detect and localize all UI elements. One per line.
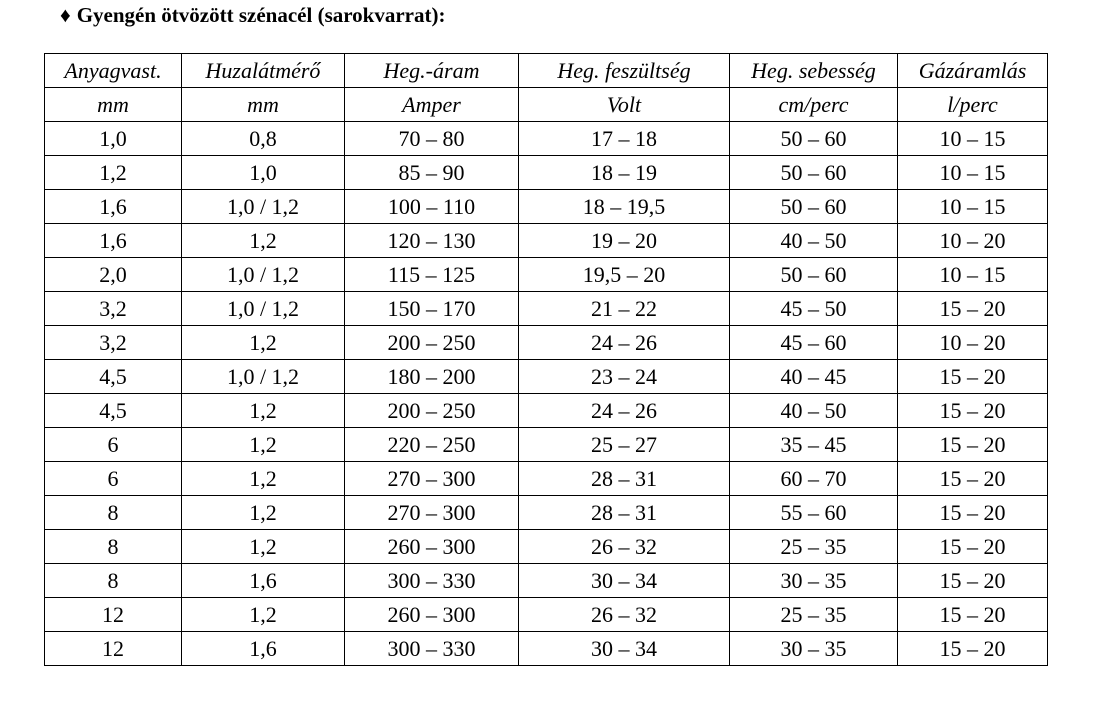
table-cell-thickness: 8 [45,564,182,598]
table-cell-wire-diameter: 1,2 [182,496,345,530]
table-cell-gas-flow: 15 – 20 [898,632,1048,666]
table-cell-speed: 35 – 45 [730,428,898,462]
table-cell-thickness: 8 [45,530,182,564]
table-row [45,530,1048,564]
table-cell-wire-diameter: 1,2 [182,462,345,496]
header-row [45,54,1048,88]
table-cell-gas-flow: 10 – 20 [898,326,1048,360]
table-cell-wire-diameter: 1,0 / 1,2 [182,190,345,224]
table-cell-voltage: 24 – 26 [519,394,730,428]
table-cell-current: 260 – 300 [345,530,519,564]
table-row [45,122,1048,156]
header-cell-speed: Heg. sebesség [730,54,898,88]
table-cell-speed: 50 – 60 [730,258,898,292]
table-cell-voltage: 28 – 31 [519,462,730,496]
table-cell-gas-flow: 15 – 20 [898,428,1048,462]
header-cell-voltage: Heg. feszültség [519,54,730,88]
table-cell-speed: 50 – 60 [730,156,898,190]
table-cell-wire-diameter: 1,2 [182,394,345,428]
table-cell-speed: 25 – 35 [730,598,898,632]
table-cell-voltage: 19,5 – 20 [519,258,730,292]
unit-cell-gas-flow: l/perc [898,88,1048,122]
table-cell-speed: 45 – 60 [730,326,898,360]
table-cell-current: 270 – 300 [345,462,519,496]
table-cell-current: 100 – 110 [345,190,519,224]
table-cell-voltage: 26 – 32 [519,530,730,564]
table-header [45,54,1048,122]
table-body [45,122,1048,666]
units-row [45,88,1048,122]
table-row [45,156,1048,190]
table-cell-thickness: 1,6 [45,224,182,258]
table-cell-speed: 55 – 60 [730,496,898,530]
table-cell-current: 150 – 170 [345,292,519,326]
table-cell-voltage: 21 – 22 [519,292,730,326]
header-cell-gas-flow: Gázáramlás [898,54,1048,88]
table-row [45,598,1048,632]
table-cell-voltage: 18 – 19,5 [519,190,730,224]
table-cell-wire-diameter: 1,0 [182,156,345,190]
table-cell-wire-diameter: 1,0 / 1,2 [182,360,345,394]
table-cell-current: 70 – 80 [345,122,519,156]
table-cell-thickness: 6 [45,462,182,496]
header-cell-wire-diameter: Huzalátmérő [182,54,345,88]
table-cell-speed: 40 – 50 [730,394,898,428]
table-cell-wire-diameter: 1,2 [182,224,345,258]
table-cell-thickness: 6 [45,428,182,462]
table-cell-gas-flow: 10 – 20 [898,224,1048,258]
table-cell-speed: 40 – 50 [730,224,898,258]
table-cell-thickness: 12 [45,598,182,632]
unit-cell-current: Amper [345,88,519,122]
table-cell-wire-diameter: 1,2 [182,326,345,360]
table-cell-thickness: 8 [45,496,182,530]
table-row [45,632,1048,666]
table-cell-wire-diameter: 1,2 [182,428,345,462]
table-cell-thickness: 4,5 [45,394,182,428]
table-cell-gas-flow: 15 – 20 [898,564,1048,598]
table-cell-voltage: 26 – 32 [519,598,730,632]
table-row [45,190,1048,224]
table-cell-gas-flow: 15 – 20 [898,530,1048,564]
table-cell-wire-diameter: 1,2 [182,598,345,632]
table-cell-voltage: 23 – 24 [519,360,730,394]
table-cell-current: 270 – 300 [345,496,519,530]
table-cell-thickness: 4,5 [45,360,182,394]
table-cell-thickness: 2,0 [45,258,182,292]
table-cell-current: 115 – 125 [345,258,519,292]
table-row [45,224,1048,258]
table-cell-wire-diameter: 1,6 [182,632,345,666]
table-cell-current: 260 – 300 [345,598,519,632]
table-cell-current: 180 – 200 [345,360,519,394]
table-cell-speed: 25 – 35 [730,530,898,564]
table-cell-thickness: 1,2 [45,156,182,190]
table-cell-current: 200 – 250 [345,326,519,360]
table-cell-thickness: 12 [45,632,182,666]
table-cell-current: 220 – 250 [345,428,519,462]
diamond-bullet-icon: ♦ [60,3,71,27]
table-cell-voltage: 18 – 19 [519,156,730,190]
table-cell-gas-flow: 10 – 15 [898,258,1048,292]
table-cell-current: 300 – 330 [345,632,519,666]
table-cell-thickness: 3,2 [45,326,182,360]
table-row [45,462,1048,496]
table-cell-speed: 50 – 60 [730,122,898,156]
section-heading [60,2,445,28]
table-cell-thickness: 1,6 [45,190,182,224]
table-cell-current: 120 – 130 [345,224,519,258]
table-cell-current: 85 – 90 [345,156,519,190]
unit-cell-thickness: mm [45,88,182,122]
table-row [45,258,1048,292]
table-cell-voltage: 25 – 27 [519,428,730,462]
table-cell-wire-diameter: 1,0 / 1,2 [182,258,345,292]
table-cell-voltage: 28 – 31 [519,496,730,530]
table-cell-gas-flow: 15 – 20 [898,394,1048,428]
table-cell-gas-flow: 10 – 15 [898,156,1048,190]
table-cell-voltage: 24 – 26 [519,326,730,360]
welding-parameters-table [44,53,1048,666]
table-cell-thickness: 3,2 [45,292,182,326]
table-row [45,326,1048,360]
unit-cell-voltage: Volt [519,88,730,122]
table-cell-wire-diameter: 0,8 [182,122,345,156]
table-cell-gas-flow: 15 – 20 [898,360,1048,394]
table-cell-voltage: 19 – 20 [519,224,730,258]
table-cell-speed: 50 – 60 [730,190,898,224]
table-cell-speed: 45 – 50 [730,292,898,326]
unit-cell-wire-diameter: mm [182,88,345,122]
unit-cell-speed: cm/perc [730,88,898,122]
table-cell-wire-diameter: 1,0 / 1,2 [182,292,345,326]
table-cell-voltage: 17 – 18 [519,122,730,156]
table-row [45,564,1048,598]
table-row [45,360,1048,394]
section-heading-text: Gyengén ötvözött szénacél (sarokvarrat): [76,3,446,27]
table-cell-voltage: 30 – 34 [519,564,730,598]
table-cell-wire-diameter: 1,6 [182,564,345,598]
table-row [45,394,1048,428]
table-cell-wire-diameter: 1,2 [182,530,345,564]
table-cell-gas-flow: 10 – 15 [898,190,1048,224]
table-cell-voltage: 30 – 34 [519,632,730,666]
table-cell-gas-flow: 15 – 20 [898,292,1048,326]
table-row [45,292,1048,326]
header-cell-thickness: Anyagvast. [45,54,182,88]
table-cell-gas-flow: 15 – 20 [898,462,1048,496]
table-cell-speed: 30 – 35 [730,632,898,666]
table-cell-thickness: 1,0 [45,122,182,156]
table-cell-gas-flow: 10 – 15 [898,122,1048,156]
table-cell-gas-flow: 15 – 20 [898,598,1048,632]
header-cell-current: Heg.-áram [345,54,519,88]
table-cell-gas-flow: 15 – 20 [898,496,1048,530]
table-cell-current: 300 – 330 [345,564,519,598]
table-row [45,496,1048,530]
table-cell-speed: 40 – 45 [730,360,898,394]
table-cell-speed: 30 – 35 [730,564,898,598]
table-cell-current: 200 – 250 [345,394,519,428]
table-row [45,428,1048,462]
table-cell-speed: 60 – 70 [730,462,898,496]
